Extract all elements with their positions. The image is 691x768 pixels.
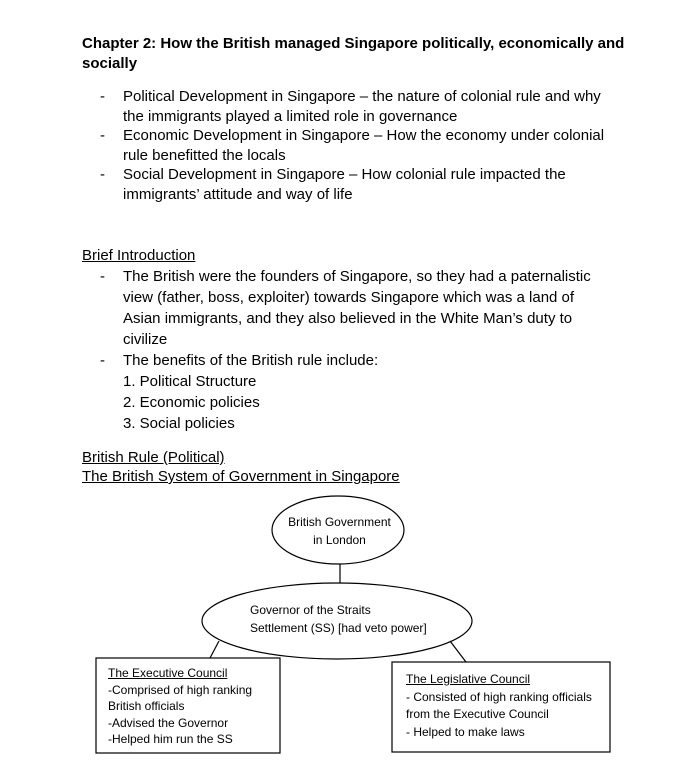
box-line: - Consisted of high ranking officials — [406, 689, 592, 704]
intro-heading: Brief Introduction — [82, 247, 196, 264]
intro-point: The benefits of the British rule include: — [123, 352, 379, 369]
node-line: Governor of the Straits — [250, 603, 371, 617]
benefit-item: 3. Social policies — [123, 415, 235, 432]
dash-bullet: - — [100, 352, 105, 369]
legislative-council-text — [406, 671, 592, 741]
node-line: British Government — [288, 515, 391, 529]
topic-text: Economic Development in Singapore – How the economy under colonial rule benefitted the locals — [123, 127, 605, 164]
node-line: in London — [313, 533, 366, 547]
box-line: from the Executive Council — [406, 707, 549, 721]
box-title: The Executive Council — [108, 666, 228, 680]
connector-line — [450, 641, 466, 662]
box-line: - Helped to make laws — [406, 724, 525, 739]
connector-line — [210, 641, 219, 658]
dash-bullet: - — [100, 88, 105, 105]
topic-text: Social Development in Singapore – How colonial rule impacted the immigrants’ attitude and way of life — [123, 166, 566, 203]
benefit-item: 1. Political Structure — [123, 373, 257, 390]
dash-bullet: - — [100, 268, 105, 285]
intro-point: The British were the founders of Singapore, so they had a paternalistic view (father, boss, exploiter) towards Singapore which was a land of Asian immigrants, and they also believed in the White Man’s duty to civilize — [123, 268, 591, 348]
rule-heading: British Rule (Political) — [82, 449, 225, 466]
topic-text: Political Development in Singapore – the nature of colonial rule and why the immigrants played a limited role in governance — [123, 88, 601, 125]
node-line: Settlement (SS) [had veto power] — [250, 621, 427, 635]
executive-council-text — [108, 665, 252, 748]
box-line: British officials — [108, 699, 185, 713]
governor-label — [250, 601, 427, 637]
box-title: The Legislative Council — [406, 672, 531, 686]
box-line: -Comprised of high ranking — [108, 682, 253, 697]
box-line: -Advised the Governor — [108, 715, 229, 730]
system-heading: The British System of Government in Singapore — [82, 468, 400, 485]
benefit-item: 2. Economic policies — [123, 394, 260, 411]
dash-bullet: - — [100, 166, 105, 183]
chapter-title: Chapter 2: How the British managed Singapore politically, economically and socially — [82, 35, 625, 72]
dash-bullet: - — [100, 127, 105, 144]
box-line: -Helped him run the SS — [108, 732, 233, 746]
london-label — [272, 513, 407, 549]
